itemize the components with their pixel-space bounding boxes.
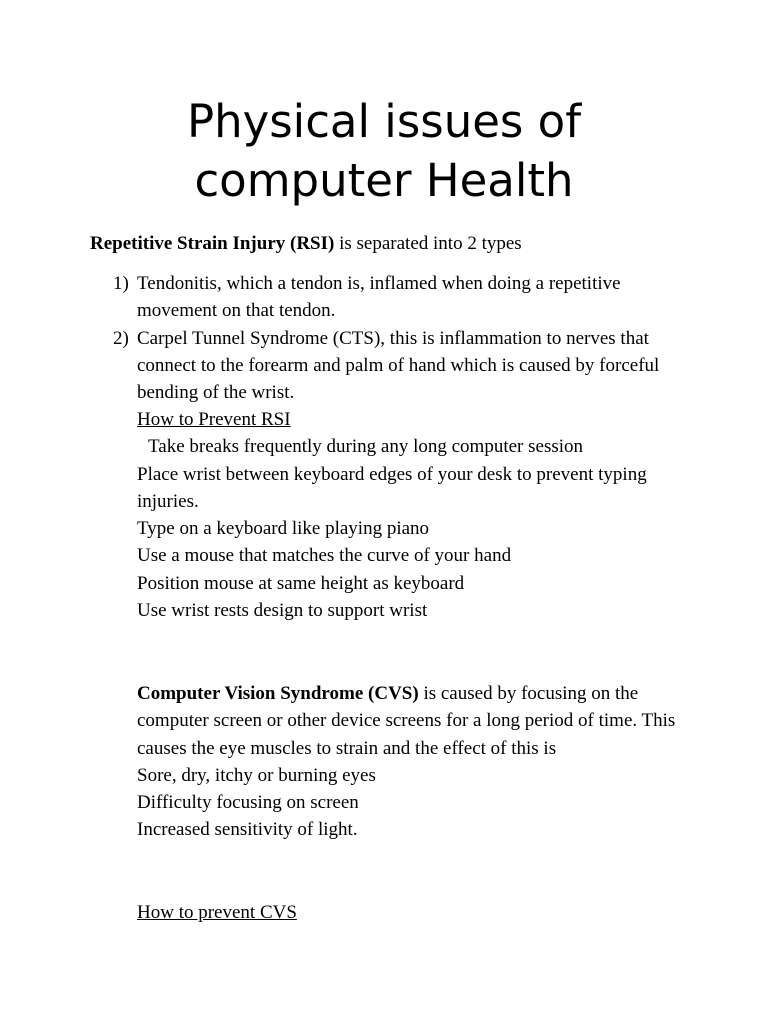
cvs-prevent-heading: How to prevent CVS	[137, 902, 297, 923]
cvs-effect: Sore, dry, itchy or burning eyes	[137, 764, 376, 786]
rsi-intro	[90, 230, 690, 257]
cvs-effect: Difficulty focusing on screen	[137, 792, 359, 814]
rsi-intro-text: is separated into 2 types	[334, 233, 522, 254]
cvs-section	[137, 680, 697, 844]
page-title	[0, 92, 768, 210]
cvs-prevention-section	[137, 899, 697, 926]
list-item-text: Carpel Tunnel Syndrome (CTS), this is inflammation to nerves that connect to the forearm and palm of hand which is caused by forceful bending of the wrist.	[137, 327, 660, 404]
list-item	[90, 325, 690, 407]
rsi-types-list	[90, 270, 690, 406]
rsi-tip: Use wrist rests design to support wrist	[137, 600, 428, 622]
list-item	[90, 270, 690, 325]
rsi-tip: Place wrist between keyboard edges of your desk to prevent typing injuries.	[137, 463, 647, 512]
rsi-tip: Position mouse at same height as keyboard	[137, 572, 465, 594]
rsi-tip: Type on a keyboard like playing piano	[137, 518, 430, 540]
rsi-prevent-heading: How to Prevent RSI	[137, 409, 291, 430]
rsi-tip: Use a mouse that matches the curve of your hand	[137, 545, 512, 567]
rsi-tip: Take breaks frequently during any long computer session	[148, 436, 584, 458]
cvs-term: Computer Vision Syndrome (CVS)	[137, 683, 419, 704]
cvs-description-text: is caused by focusing on the computer screen or other device screens for a long period of time. This causes the eye muscles to strain and the effect of this is	[137, 683, 676, 759]
cvs-effect: Increased sensitivity of light.	[137, 819, 358, 841]
page-title-line-1: Physical issues of	[186, 95, 582, 148]
cvs-description	[137, 680, 697, 762]
list-number: 1)	[113, 273, 129, 294]
list-number: 2)	[113, 327, 129, 349]
rsi-term: Repetitive Strain Injury (RSI)	[90, 233, 335, 254]
rsi-prevention-section	[137, 406, 697, 624]
list-item-text: Tendonitis, which a tendon is, inflamed when doing a repetitive movement on that tendon.	[137, 273, 621, 322]
page-title-line-2: computer Health	[194, 154, 574, 207]
